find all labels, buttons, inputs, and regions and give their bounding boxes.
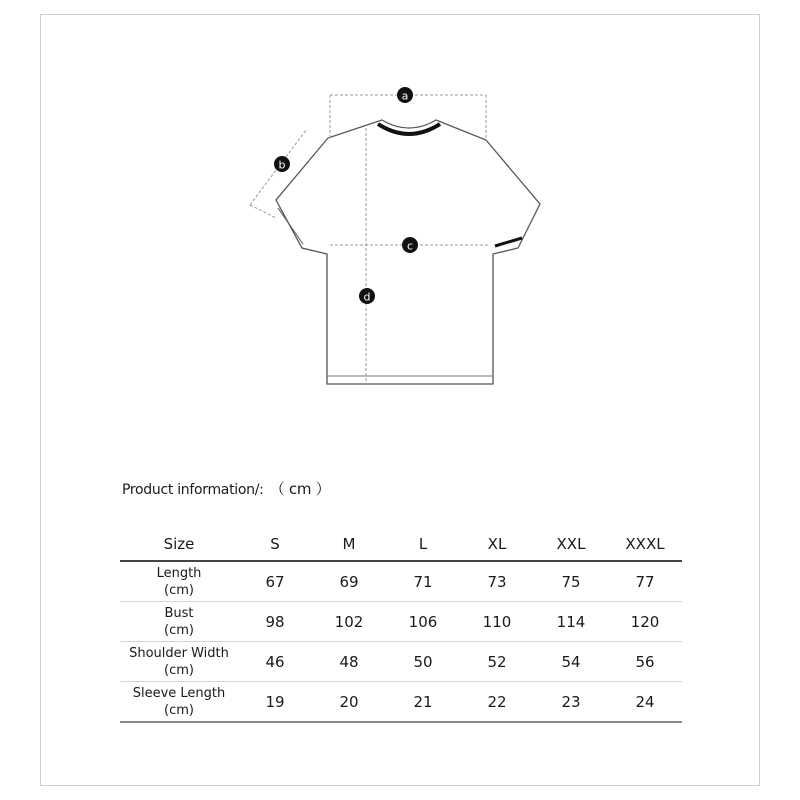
table-cell: 77 [608, 561, 682, 602]
table-cell: 52 [460, 642, 534, 682]
table-row-bust [120, 602, 682, 642]
row-label-name: Shoulder Width [129, 645, 229, 661]
header-size: XXXL [608, 528, 682, 561]
table-cell: 50 [386, 642, 460, 682]
table-cell: 114 [534, 602, 608, 642]
table-cell: 69 [312, 561, 386, 602]
table-cell: 67 [238, 561, 312, 602]
header-size: L [386, 528, 460, 561]
row-label-name: Bust [164, 605, 194, 621]
row-label [120, 642, 238, 682]
marker-b [274, 156, 290, 172]
table-cell: 120 [608, 602, 682, 642]
table-row-sleeve-length [120, 682, 682, 723]
table-cell: 23 [534, 682, 608, 723]
table-cell: 24 [608, 682, 682, 723]
table-cell: 54 [534, 642, 608, 682]
row-label [120, 682, 238, 723]
table-cell: 71 [386, 561, 460, 602]
header-size: XXL [534, 528, 608, 561]
table-cell: 20 [312, 682, 386, 723]
marker-d [359, 288, 375, 304]
table-header-row [120, 528, 682, 561]
table-cell: 21 [386, 682, 460, 723]
product-info-title [122, 478, 330, 499]
table-cell: 102 [312, 602, 386, 642]
row-label-unit: (cm) [164, 582, 194, 598]
table-cell: 56 [608, 642, 682, 682]
table-cell: 22 [460, 682, 534, 723]
table-cell: 73 [460, 561, 534, 602]
row-label-unit: (cm) [164, 702, 194, 718]
table-row-length [120, 561, 682, 602]
table-cell: 19 [238, 682, 312, 723]
table-row-shoulder-width [120, 642, 682, 682]
table-cell: 106 [386, 602, 460, 642]
svg-text:b: b [278, 158, 286, 172]
header-size: M [312, 528, 386, 561]
table-cell: 48 [312, 642, 386, 682]
row-label [120, 602, 238, 642]
marker-a [397, 87, 413, 103]
header-size: XL [460, 528, 534, 561]
row-label-name: Sleeve Length [132, 685, 226, 701]
row-label-unit: (cm) [164, 622, 194, 638]
svg-text:d: d [363, 290, 371, 304]
title-unit: （ cm ） [269, 480, 331, 498]
row-label [120, 561, 238, 602]
size-chart-table [120, 528, 682, 723]
title-text: Product information/: [122, 482, 264, 498]
svg-text:c: c [406, 239, 414, 253]
table-cell: 110 [460, 602, 534, 642]
table-cell: 98 [238, 602, 312, 642]
guide-b-end [250, 205, 276, 218]
header-size-label: Size [120, 528, 238, 561]
svg-text:a: a [401, 89, 409, 103]
row-label-name: Length [156, 565, 202, 581]
marker-c [402, 237, 418, 253]
table-cell: 46 [238, 642, 312, 682]
table-cell: 75 [534, 561, 608, 602]
header-size: S [238, 528, 312, 561]
row-label-unit: (cm) [164, 662, 194, 678]
